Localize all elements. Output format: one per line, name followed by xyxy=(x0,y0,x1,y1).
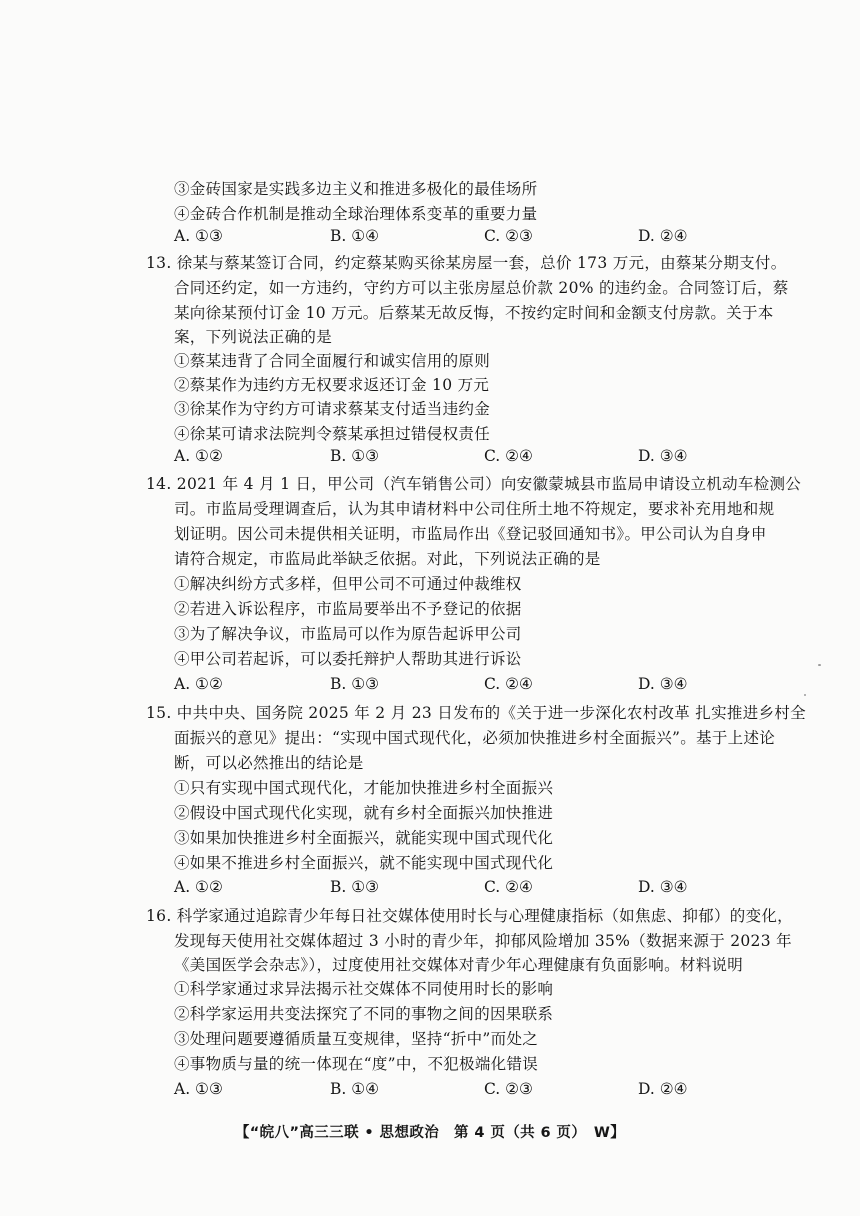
option-d: D. ②④ xyxy=(638,1080,688,1098)
q16-stem-line: 《美国医学会杂志》），过度使用社交媒体对青少年心理健康有负面影响。材料说明 xyxy=(174,956,744,974)
q13-item: ④徐某可请求法院判令蔡某承担过错侵权责任 xyxy=(174,425,491,443)
option-d: D. ③④ xyxy=(638,675,688,693)
option-c: C. ②④ xyxy=(484,447,533,465)
q12-item: ③金砖国家是实践多边主义和推进多极化的最佳场所 xyxy=(174,180,538,198)
q16-item: ②科学家运用共变法探究了不同的事物之间的因果联系 xyxy=(174,1005,554,1023)
q15-item: ①只有实现中国式现代化，才能加快推进乡村全面振兴 xyxy=(174,779,554,797)
scan-speck xyxy=(804,694,806,696)
option-a: A. ①② xyxy=(174,447,223,465)
option-c: C. ②④ xyxy=(484,675,533,693)
option-d: D. ③④ xyxy=(638,447,688,465)
q15-stem-line: 断，可以必然推出的结论是 xyxy=(174,754,364,772)
option-a: A. ①② xyxy=(174,878,223,896)
q13-stem-line: 案，下列说法正确的是 xyxy=(174,328,333,346)
page-footer: 【“皖八”高三三联 • 思想政治 第 4 页（共 6 页） W】 xyxy=(234,1125,626,1141)
option-b: B. ①④ xyxy=(330,227,380,245)
scan-speck xyxy=(818,664,821,666)
q15-item: ④如果不推进乡村全面振兴，就不能实现中国式现代化 xyxy=(174,854,554,872)
q16-item: ③处理问题要遵循质量互变规律，坚持“折中”而处之 xyxy=(174,1030,539,1048)
q15-item: ③如果加快推进乡村全面振兴，就能实现中国式现代化 xyxy=(174,829,554,847)
q13-stem-line: 合同还约定，如一方违约，守约方可以主张房屋总价款 20% 的违约金。合同签订后，蔡 xyxy=(174,279,789,297)
option-d: D. ②④ xyxy=(638,227,688,245)
q14-item: ②若进入诉讼程序，市监局要举出不予登记的依据 xyxy=(174,600,522,618)
q12-item: ④金砖合作机制是推动全球治理体系变革的重要力量 xyxy=(174,205,538,223)
option-b: B. ①④ xyxy=(330,1080,380,1098)
q14-item: ④甲公司若起诉，可以委托辩护人帮助其进行诉讼 xyxy=(174,650,522,668)
q15-stem-line: 面振兴的意见》提出：“实现中国式现代化，必须加快推进乡村全面振兴”。基于上述论 xyxy=(174,729,776,747)
option-d: D. ③④ xyxy=(638,878,688,896)
q13-item: ③徐某作为守约方可请求蔡某支付适当违约金 xyxy=(174,400,491,418)
option-c: C. ②④ xyxy=(484,878,533,896)
option-b: B. ①③ xyxy=(330,675,380,693)
q14-stem-line: 划证明。因公司未提供相关证明，市监局作出《登记驳回通知书》。甲公司认为自身申 xyxy=(174,525,767,543)
q14-item: ③为了解决争议，市监局可以作为原告起诉甲公司 xyxy=(174,625,522,643)
q16-stem-line: 发现每天使用社交媒体超过 3 小时的青少年，抑郁风险增加 35%（数据来源于 2023 年 xyxy=(174,932,792,950)
q13-item: ①蔡某违背了合同全面履行和诚实信用的原则 xyxy=(174,352,491,370)
q16-stem-line: 16. 科学家通过追踪青少年每日社交媒体使用时长与心理健康指标（如焦虑、抑郁）的变化， xyxy=(146,907,793,925)
option-a: A. ①③ xyxy=(174,227,223,245)
option-b: B. ①③ xyxy=(330,878,380,896)
q13-stem-line: 13. 徐某与蔡某签订合同，约定蔡某购买徐某房屋一套，总价 173 万元，由蔡某分期支付。 xyxy=(146,254,787,272)
q14-stem-line: 请符合规定，市监局此举缺乏依据。对此，下列说法正确的是 xyxy=(174,550,601,568)
option-a: A. ①③ xyxy=(174,1080,223,1098)
q14-stem-line: 司。市监局受理调查后，认为其申请材料中公司住所土地不符规定，要求补充用地和规 xyxy=(174,500,775,518)
option-b: B. ①③ xyxy=(330,447,380,465)
q15-stem-line: 15. 中共中央、国务院 2025 年 2 月 23 日发布的《关于进一步深化农村改革 扎实推进乡村全 xyxy=(146,704,806,722)
option-c: C. ②③ xyxy=(484,227,533,245)
q16-item: ①科学家通过求异法揭示社交媒体不同使用时长的影响 xyxy=(174,980,554,998)
option-c: C. ②③ xyxy=(484,1080,533,1098)
q16-item: ④事物质与量的统一体现在“度”中，不犯极端化错误 xyxy=(174,1055,539,1073)
q14-stem-line: 14. 2021 年 4 月 1 日，甲公司（汽车销售公司）向安徽蒙城县市监局申请设立机动车检测公 xyxy=(146,475,802,493)
q14-item: ①解决纠纷方式多样，但甲公司不可通过仲裁维权 xyxy=(174,575,522,593)
option-a: A. ①② xyxy=(174,675,223,693)
q13-stem-line: 某向徐某预付订金 10 万元。后蔡某无故反悔，不按约定时间和金额支付房款。关于本 xyxy=(174,304,774,322)
q15-item: ②假设中国式现代化实现，就有乡村全面振兴加快推进 xyxy=(174,804,554,822)
q13-item: ②蔡某作为违约方无权要求返还订金 10 万元 xyxy=(174,376,490,394)
